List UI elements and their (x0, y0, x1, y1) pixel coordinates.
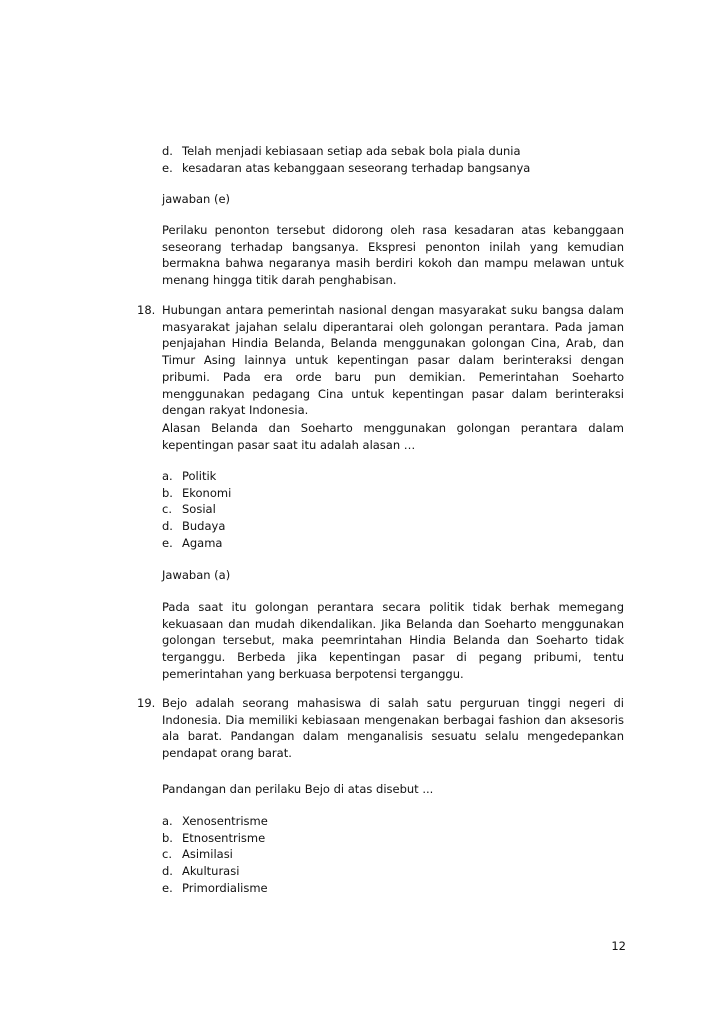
option-text: Primordialisme (182, 880, 268, 895)
option-letter: d. (162, 864, 173, 879)
q19-prompt: Pandangan dan perilaku Bejo di atas disebut ... (162, 782, 434, 796)
question-19 (137, 695, 624, 762)
option-text: Akulturasi (182, 864, 240, 879)
option-letter: d. (162, 519, 173, 534)
q18-answer: Jawaban (a) (162, 568, 231, 582)
option-text: Etnosentrisme (182, 830, 266, 845)
option-letter: e. (162, 160, 173, 175)
option-letter: b. (162, 830, 173, 845)
option-text: Agama (182, 535, 223, 550)
option-text: Politik (182, 469, 217, 483)
option-text: Xenosentrisme (182, 814, 268, 828)
question-text: Bejo adalah seorang mahasiswa di salah satu perguruan tinggi negeri di Indonesia. Dia memiliki kebiasaan mengenakan berbagai fashion dan aksesoris ala barat. Pandangan dalam menganalisis sesuatu selalu mengedepankan pendapat orang barat. (162, 696, 624, 761)
option-text: kesadaran atas kebanggaan seseorang terhadap bangsanya (182, 160, 531, 175)
option-text: Budaya (182, 519, 226, 534)
option-b (162, 485, 624, 502)
page-number: 12 (611, 939, 626, 953)
q18-explanation: Pada saat itu golongan perantara secara politik tidak berhak memegang kekuasaan dan mudah dikendalikan. Jika Belanda dan Soeharto menggunakan golongan tersebut, maka peemrintahan Hindia Belanda dan Soeharto tidak terganggu. Berbeda jika kepentingan pasar di pegang pribumi, tentu pemerintahan yang berkuasa berpotensi terganggu. (162, 600, 624, 681)
prev-answer: jawaban (e) (162, 192, 231, 206)
option-c (162, 501, 624, 518)
option-letter: e. (162, 535, 173, 550)
option-d (162, 143, 624, 160)
option-e (162, 535, 624, 552)
option-letter: a. (162, 469, 173, 483)
option-text: Asimilasi (182, 847, 233, 862)
option-text: Telah menjadi kebiasaan setiap ada sebak bola piala dunia (182, 144, 521, 158)
option-letter: b. (162, 485, 173, 500)
option-letter: a. (162, 814, 173, 828)
prev-explanation: Perilaku penonton tersebut didorong oleh rasa kesadaran atas kebanggaan seseorang terhadap bangsanya. Ekspresi penonton inilah yang kemudian bermakna bahwa negaranya masih berdiri kokoh dan mampu melawan untuk menang hingga titik darah penghabisan. (162, 223, 624, 288)
option-a (162, 468, 624, 485)
option-a (162, 813, 624, 830)
option-letter: d. (162, 144, 173, 158)
option-d (162, 518, 624, 535)
option-d (162, 863, 624, 880)
question-18 (137, 302, 624, 419)
option-text: Sosial (182, 502, 216, 517)
question-number: 18. (137, 303, 156, 317)
option-letter: e. (162, 880, 173, 895)
q19-options (162, 813, 624, 896)
option-letter: c. (162, 502, 172, 517)
option-b (162, 830, 624, 847)
option-letter: c. (162, 847, 172, 862)
q18-options (162, 468, 624, 551)
option-e (162, 160, 624, 177)
option-e (162, 880, 624, 897)
question-text: Hubungan antara pemerintah nasional dengan masyarakat suku bangsa dalam masyarakat jajahan selalu diperantarai oleh golongan perantara. Pada jaman penjajahan Hindia Belanda, Belanda menggunakan golongan Cina, Arab, dan Timur Asing lainnya untuk kepentingan pasar dalam berinteraksi dengan pribumi. Pada era orde baru pun demikian. Pemerintahan Soeharto menggunakan pedagang Cina untuk kepentingan pasar dalam berinteraksi dengan rakyat Indonesia. (162, 303, 624, 418)
option-c (162, 846, 624, 863)
option-text: Ekonomi (182, 485, 232, 500)
prev-options (162, 143, 624, 176)
question-number: 19. (137, 696, 156, 710)
q18-prompt: Alasan Belanda dan Soeharto menggunakan golongan perantara dalam kepentingan pasar saat itu adalah alasan … (162, 421, 624, 452)
